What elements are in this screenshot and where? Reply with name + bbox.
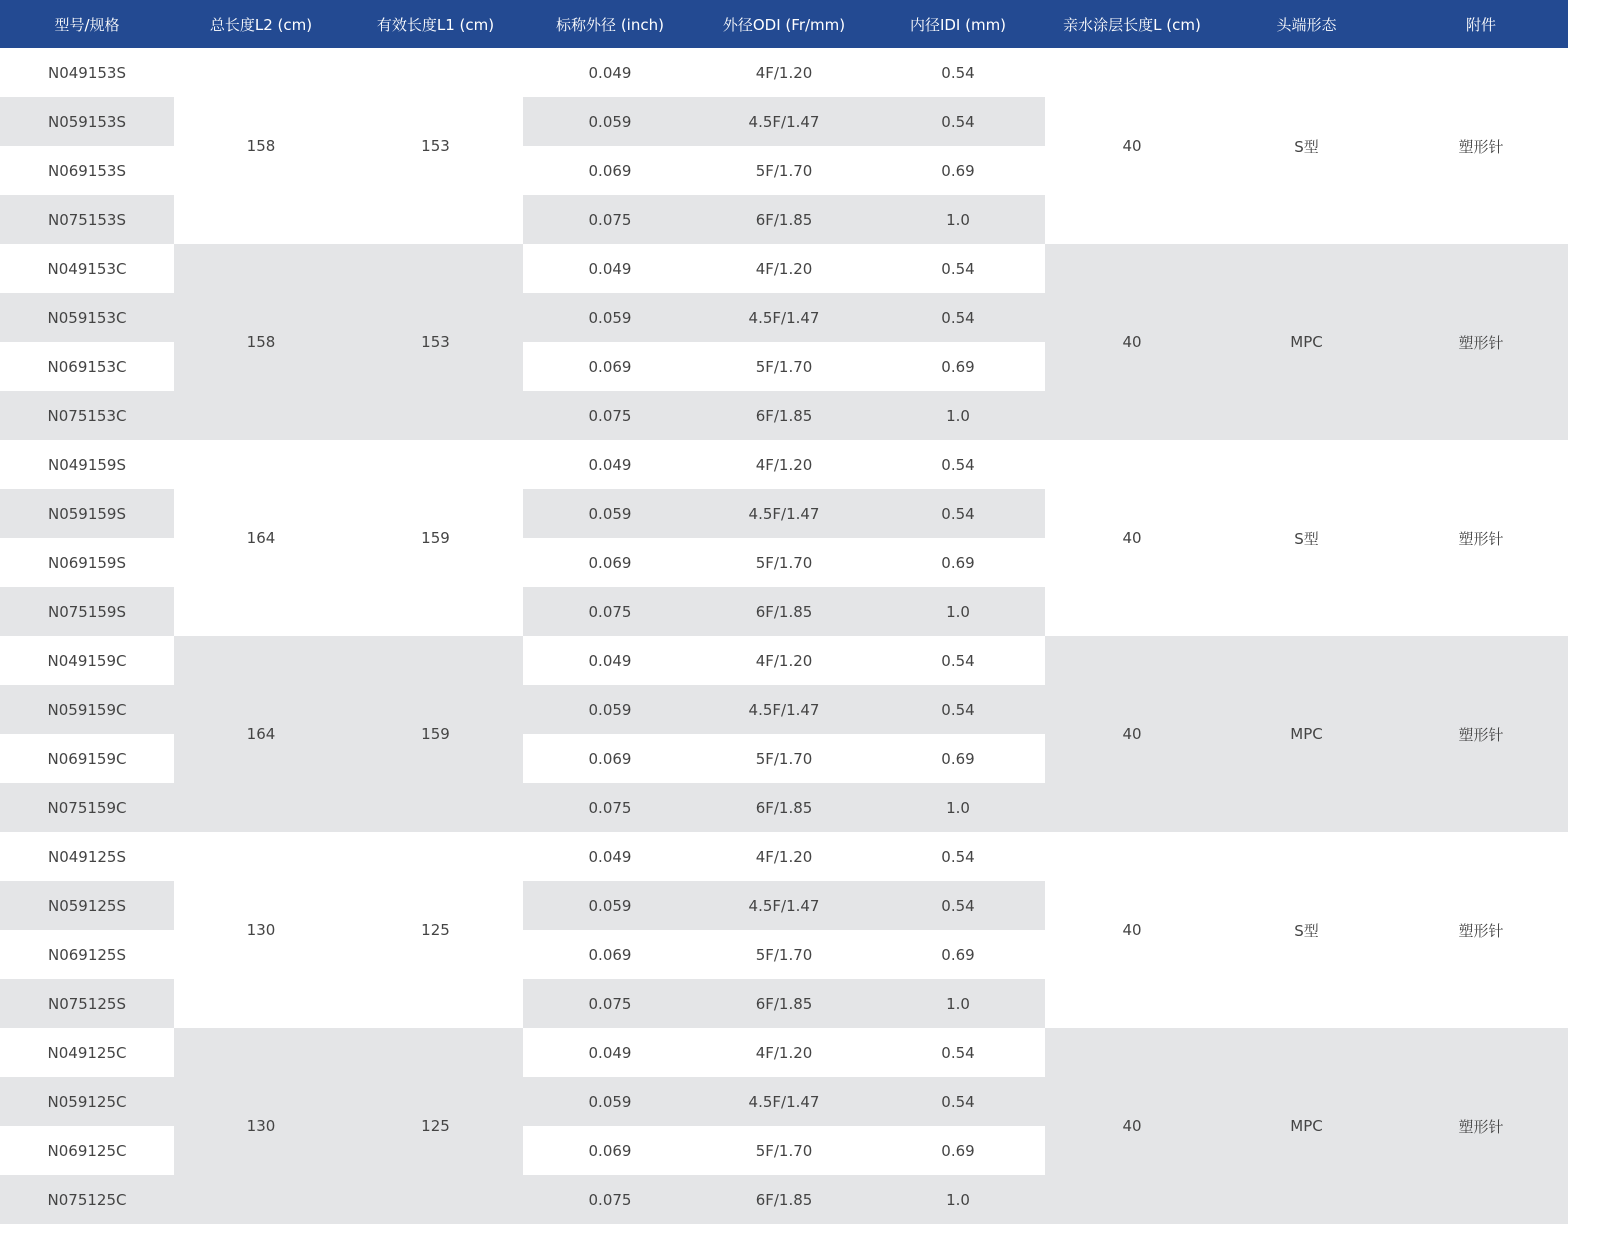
- cell-nominal-od: 0.069: [523, 734, 697, 783]
- cell-model: N069125C: [0, 1126, 174, 1175]
- cell-idi: 0.54: [871, 489, 1045, 538]
- cell-coating-length: 40: [1045, 48, 1219, 244]
- cell-nominal-od: 0.069: [523, 1126, 697, 1175]
- cell-model: N049153S: [0, 48, 174, 97]
- cell-model: N069153C: [0, 342, 174, 391]
- cell-idi: 0.69: [871, 342, 1045, 391]
- cell-nominal-od: 0.049: [523, 440, 697, 489]
- cell-accessory: 塑形针: [1394, 244, 1568, 440]
- cell-model: N059125S: [0, 881, 174, 930]
- header-model: 型号/规格: [0, 0, 174, 48]
- cell-effective-length: 159: [348, 636, 523, 832]
- cell-odi: 5F/1.70: [697, 538, 871, 587]
- cell-odi: 4.5F/1.47: [697, 293, 871, 342]
- table-row: [0, 636, 1568, 685]
- cell-model: N059153S: [0, 97, 174, 146]
- cell-odi: 4.5F/1.47: [697, 881, 871, 930]
- cell-tip-shape: S型: [1219, 440, 1394, 636]
- cell-coating-length: 40: [1045, 832, 1219, 1028]
- cell-model: N069159S: [0, 538, 174, 587]
- cell-model: N075153C: [0, 391, 174, 440]
- cell-odi: 5F/1.70: [697, 734, 871, 783]
- cell-odi: 4F/1.20: [697, 832, 871, 881]
- cell-coating-length: 40: [1045, 636, 1219, 832]
- table-row: [0, 244, 1568, 293]
- cell-nominal-od: 0.059: [523, 489, 697, 538]
- cell-coating-length: 40: [1045, 440, 1219, 636]
- cell-odi: 6F/1.85: [697, 1175, 871, 1224]
- cell-idi: 0.54: [871, 440, 1045, 489]
- cell-idi: 0.54: [871, 1028, 1045, 1077]
- cell-odi: 5F/1.70: [697, 1126, 871, 1175]
- cell-accessory: 塑形针: [1394, 1028, 1568, 1224]
- cell-total-length: 164: [174, 636, 348, 832]
- cell-model: N059125C: [0, 1077, 174, 1126]
- cell-effective-length: 125: [348, 1028, 523, 1224]
- cell-idi: 0.69: [871, 930, 1045, 979]
- cell-coating-length: 40: [1045, 244, 1219, 440]
- cell-odi: 4F/1.20: [697, 244, 871, 293]
- cell-accessory: 塑形针: [1394, 832, 1568, 1028]
- cell-tip-shape: MPC: [1219, 244, 1394, 440]
- cell-effective-length: 153: [348, 48, 523, 244]
- header-nominal-od: 标称外径 (inch): [523, 0, 697, 48]
- header-tip-shape: 头端形态: [1219, 0, 1394, 48]
- cell-nominal-od: 0.075: [523, 391, 697, 440]
- cell-odi: 4.5F/1.47: [697, 685, 871, 734]
- cell-odi: 6F/1.85: [697, 783, 871, 832]
- header-total-length: 总长度L2 (cm): [174, 0, 348, 48]
- cell-nominal-od: 0.069: [523, 146, 697, 195]
- cell-accessory: 塑形针: [1394, 440, 1568, 636]
- table-body: [0, 48, 1568, 1224]
- table-row: [0, 832, 1568, 881]
- header-odi: 外径ODI (Fr/mm): [697, 0, 871, 48]
- cell-nominal-od: 0.059: [523, 685, 697, 734]
- cell-odi: 4F/1.20: [697, 48, 871, 97]
- cell-odi: 4F/1.20: [697, 440, 871, 489]
- header-idi: 内径IDI (mm): [871, 0, 1045, 48]
- table-row: [0, 1028, 1568, 1077]
- cell-idi: 1.0: [871, 587, 1045, 636]
- cell-model: N075125C: [0, 1175, 174, 1224]
- header-coating-length: 亲水涂层长度L (cm): [1045, 0, 1219, 48]
- table-row: [0, 440, 1568, 489]
- cell-tip-shape: S型: [1219, 832, 1394, 1028]
- cell-idi: 0.54: [871, 1077, 1045, 1126]
- cell-idi: 1.0: [871, 391, 1045, 440]
- cell-model: N069125S: [0, 930, 174, 979]
- cell-model: N049125C: [0, 1028, 174, 1077]
- cell-tip-shape: S型: [1219, 48, 1394, 244]
- cell-tip-shape: MPC: [1219, 1028, 1394, 1224]
- cell-nominal-od: 0.049: [523, 244, 697, 293]
- cell-odi: 4.5F/1.47: [697, 97, 871, 146]
- table-row: [0, 48, 1568, 97]
- cell-model: N059153C: [0, 293, 174, 342]
- cell-idi: 1.0: [871, 195, 1045, 244]
- cell-idi: 0.54: [871, 244, 1045, 293]
- cell-nominal-od: 0.049: [523, 832, 697, 881]
- cell-model: N049159C: [0, 636, 174, 685]
- cell-idi: 0.54: [871, 97, 1045, 146]
- cell-odi: 4F/1.20: [697, 636, 871, 685]
- cell-idi: 0.54: [871, 293, 1045, 342]
- cell-nominal-od: 0.075: [523, 195, 697, 244]
- cell-nominal-od: 0.075: [523, 587, 697, 636]
- cell-tip-shape: MPC: [1219, 636, 1394, 832]
- cell-total-length: 158: [174, 48, 348, 244]
- cell-nominal-od: 0.059: [523, 1077, 697, 1126]
- cell-model: N069153S: [0, 146, 174, 195]
- cell-idi: 0.69: [871, 1126, 1045, 1175]
- header-effective-length: 有效长度L1 (cm): [348, 0, 523, 48]
- cell-nominal-od: 0.059: [523, 97, 697, 146]
- cell-odi: 5F/1.70: [697, 342, 871, 391]
- cell-odi: 6F/1.85: [697, 391, 871, 440]
- cell-model: N075159C: [0, 783, 174, 832]
- cell-idi: 0.54: [871, 832, 1045, 881]
- header-row: [0, 0, 1568, 48]
- cell-total-length: 164: [174, 440, 348, 636]
- cell-model: N059159S: [0, 489, 174, 538]
- cell-nominal-od: 0.075: [523, 783, 697, 832]
- cell-nominal-od: 0.069: [523, 538, 697, 587]
- cell-odi: 6F/1.85: [697, 979, 871, 1028]
- cell-odi: 4.5F/1.47: [697, 1077, 871, 1126]
- cell-idi: 0.69: [871, 538, 1045, 587]
- cell-model: N049125S: [0, 832, 174, 881]
- cell-odi: 6F/1.85: [697, 195, 871, 244]
- cell-idi: 0.69: [871, 734, 1045, 783]
- cell-model: N075125S: [0, 979, 174, 1028]
- cell-nominal-od: 0.049: [523, 1028, 697, 1077]
- table-header: [0, 0, 1568, 48]
- cell-model: N049153C: [0, 244, 174, 293]
- cell-accessory: 塑形针: [1394, 48, 1568, 244]
- cell-nominal-od: 0.075: [523, 1175, 697, 1224]
- cell-idi: 0.54: [871, 48, 1045, 97]
- cell-nominal-od: 0.049: [523, 636, 697, 685]
- cell-odi: 6F/1.85: [697, 587, 871, 636]
- cell-total-length: 130: [174, 1028, 348, 1224]
- cell-odi: 5F/1.70: [697, 146, 871, 195]
- cell-effective-length: 125: [348, 832, 523, 1028]
- cell-accessory: 塑形针: [1394, 636, 1568, 832]
- cell-idi: 0.54: [871, 685, 1045, 734]
- cell-effective-length: 153: [348, 244, 523, 440]
- cell-total-length: 130: [174, 832, 348, 1028]
- cell-idi: 0.69: [871, 146, 1045, 195]
- cell-nominal-od: 0.069: [523, 342, 697, 391]
- cell-nominal-od: 0.049: [523, 48, 697, 97]
- cell-model: N075159S: [0, 587, 174, 636]
- cell-idi: 1.0: [871, 979, 1045, 1028]
- cell-odi: 4F/1.20: [697, 1028, 871, 1077]
- cell-model: N059159C: [0, 685, 174, 734]
- cell-odi: 5F/1.70: [697, 930, 871, 979]
- cell-idi: 1.0: [871, 1175, 1045, 1224]
- cell-total-length: 158: [174, 244, 348, 440]
- cell-idi: 0.54: [871, 636, 1045, 685]
- cell-nominal-od: 0.069: [523, 930, 697, 979]
- cell-nominal-od: 0.075: [523, 979, 697, 1028]
- cell-model: N075153S: [0, 195, 174, 244]
- cell-effective-length: 159: [348, 440, 523, 636]
- cell-model: N049159S: [0, 440, 174, 489]
- cell-idi: 1.0: [871, 783, 1045, 832]
- cell-coating-length: 40: [1045, 1028, 1219, 1224]
- cell-model: N069159C: [0, 734, 174, 783]
- cell-idi: 0.54: [871, 881, 1045, 930]
- cell-odi: 4.5F/1.47: [697, 489, 871, 538]
- cell-nominal-od: 0.059: [523, 881, 697, 930]
- cell-nominal-od: 0.059: [523, 293, 697, 342]
- header-accessory: 附件: [1394, 0, 1568, 48]
